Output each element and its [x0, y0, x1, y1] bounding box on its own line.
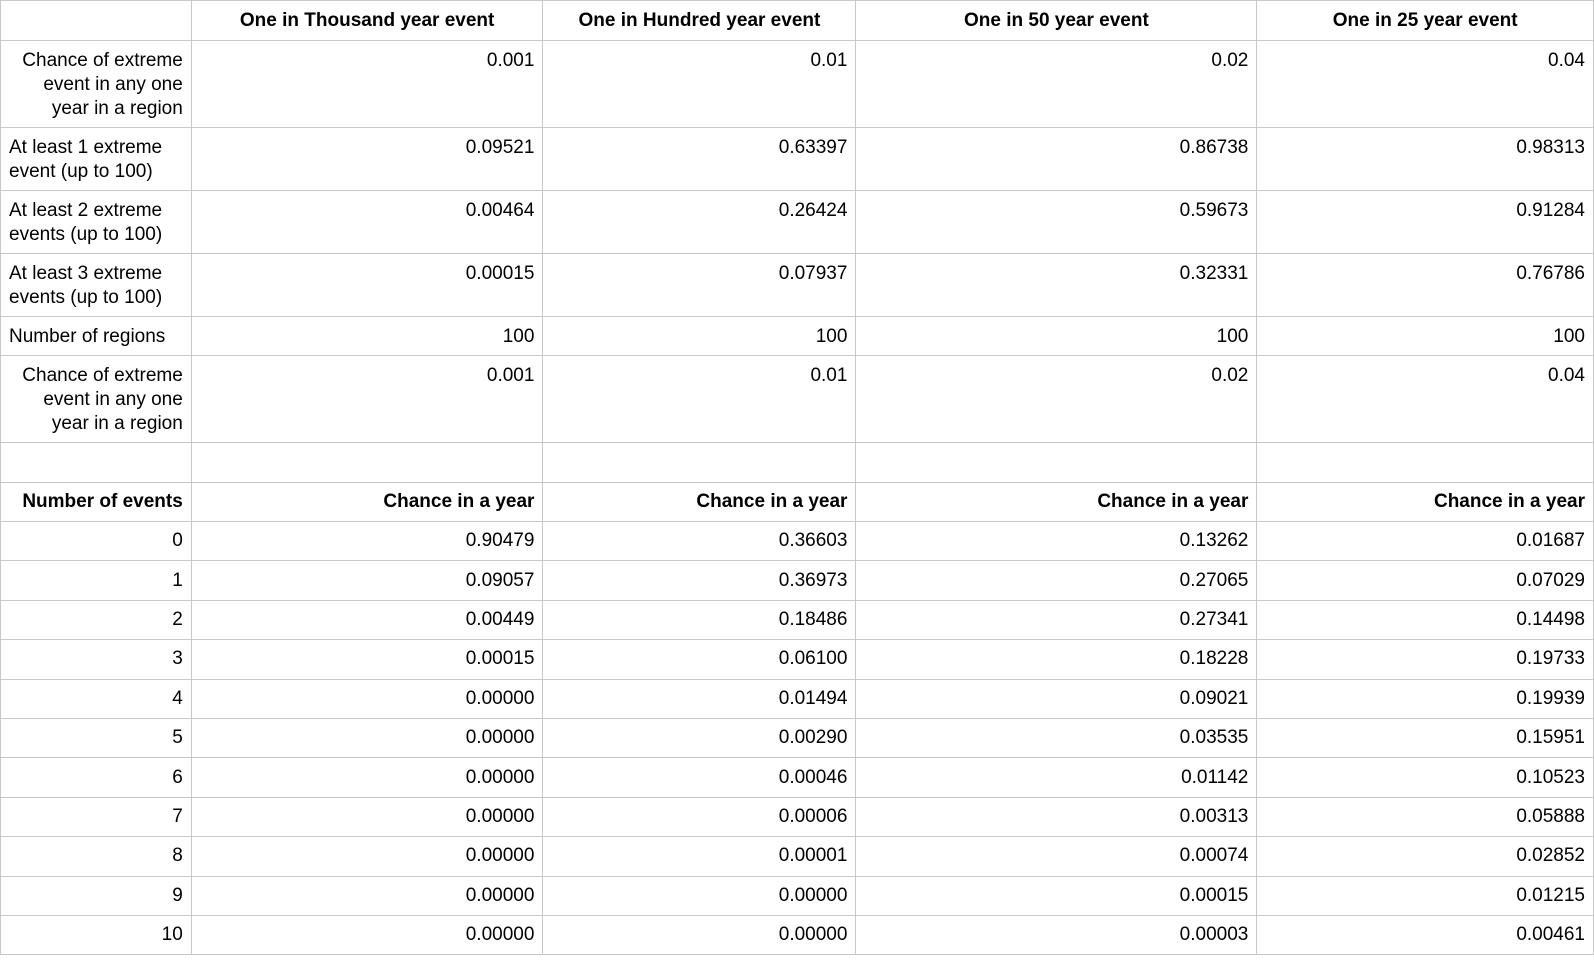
- corner-cell[interactable]: [1, 1, 192, 41]
- probability-cell[interactable]: 0.10523: [1257, 758, 1594, 797]
- probability-cell[interactable]: 0.00461: [1257, 915, 1594, 954]
- probability-cell[interactable]: 0.02852: [1257, 837, 1594, 876]
- event-count-cell[interactable]: 5: [1, 718, 192, 757]
- probability-cell[interactable]: 0.03535: [856, 718, 1257, 757]
- probability-cell[interactable]: 0.06100: [543, 640, 856, 679]
- event-count-cell[interactable]: 9: [1, 876, 192, 915]
- probability-cell[interactable]: 0.07029: [1257, 561, 1594, 600]
- value-cell[interactable]: 100: [543, 317, 856, 356]
- probability-cell[interactable]: 0.01687: [1257, 522, 1594, 561]
- event-count-cell[interactable]: 2: [1, 600, 192, 639]
- probability-cell[interactable]: 0.00000: [191, 797, 543, 836]
- probability-cell[interactable]: 0.00000: [191, 758, 543, 797]
- value-cell[interactable]: 0.001: [191, 41, 543, 128]
- empty-cell[interactable]: [856, 443, 1257, 483]
- row-label-cell[interactable]: Chance of extreme event in any one year in a region: [1, 356, 192, 443]
- value-cell[interactable]: 0.01: [543, 356, 856, 443]
- value-cell[interactable]: 0.04: [1257, 41, 1594, 128]
- probability-cell[interactable]: 0.05888: [1257, 797, 1594, 836]
- blank-row: [1, 443, 1594, 483]
- value-cell[interactable]: 0.02: [856, 356, 1257, 443]
- row-label-cell[interactable]: Number of regions: [1, 317, 192, 356]
- event-count-cell[interactable]: 3: [1, 640, 192, 679]
- probability-cell[interactable]: 0.13262: [856, 522, 1257, 561]
- probability-cell[interactable]: 0.00000: [191, 679, 543, 718]
- value-cell[interactable]: 0.86738: [856, 128, 1257, 191]
- value-cell[interactable]: 0.01: [543, 41, 856, 128]
- event-row: [1, 876, 1594, 915]
- event-row: [1, 600, 1594, 639]
- value-cell[interactable]: 0.59673: [856, 191, 1257, 254]
- event-row: [1, 758, 1594, 797]
- event-row: [1, 561, 1594, 600]
- event-row: [1, 679, 1594, 718]
- spreadsheet-body: [1, 1, 1594, 955]
- value-cell[interactable]: 0.00464: [191, 191, 543, 254]
- empty-cell[interactable]: [1257, 443, 1594, 483]
- events-column-header[interactable]: Chance in a year: [856, 483, 1257, 522]
- row-label-cell[interactable]: At least 1 extreme event (up to 100): [1, 128, 192, 191]
- probability-cell[interactable]: 0.00074: [856, 837, 1257, 876]
- value-cell[interactable]: 0.32331: [856, 254, 1257, 317]
- summary-row: [1, 191, 1594, 254]
- events-column-header[interactable]: Chance in a year: [1257, 483, 1594, 522]
- value-cell[interactable]: 0.91284: [1257, 191, 1594, 254]
- empty-cell[interactable]: [543, 443, 856, 483]
- event-row: [1, 718, 1594, 757]
- event-row: [1, 522, 1594, 561]
- header-row: [1, 1, 1594, 41]
- probability-cell[interactable]: 0.09021: [856, 679, 1257, 718]
- event-count-cell[interactable]: 10: [1, 915, 192, 954]
- probability-cell[interactable]: 0.00046: [543, 758, 856, 797]
- summary-row: [1, 128, 1594, 191]
- probability-cell[interactable]: 0.36603: [543, 522, 856, 561]
- event-row: [1, 797, 1594, 836]
- probability-cell[interactable]: 0.01142: [856, 758, 1257, 797]
- probability-cell[interactable]: 0.18486: [543, 600, 856, 639]
- probability-cell[interactable]: 0.14498: [1257, 600, 1594, 639]
- value-cell[interactable]: 0.98313: [1257, 128, 1594, 191]
- value-cell[interactable]: 100: [1257, 317, 1594, 356]
- event-row: [1, 915, 1594, 954]
- probability-cell[interactable]: 0.00015: [856, 876, 1257, 915]
- probability-cell[interactable]: 0.00000: [543, 915, 856, 954]
- value-cell[interactable]: 0.63397: [543, 128, 856, 191]
- probability-cell[interactable]: 0.00000: [191, 876, 543, 915]
- event-row: [1, 640, 1594, 679]
- event-count-cell[interactable]: 6: [1, 758, 192, 797]
- event-count-cell[interactable]: 7: [1, 797, 192, 836]
- probability-cell[interactable]: 0.00003: [856, 915, 1257, 954]
- value-cell[interactable]: 0.26424: [543, 191, 856, 254]
- probability-cell[interactable]: 0.00313: [856, 797, 1257, 836]
- value-cell[interactable]: 0.09521: [191, 128, 543, 191]
- summary-row: [1, 356, 1594, 443]
- value-cell[interactable]: 0.02: [856, 41, 1257, 128]
- row-label-cell[interactable]: At least 2 extreme events (up to 100): [1, 191, 192, 254]
- probability-cell[interactable]: 0.00000: [543, 876, 856, 915]
- row-label-cell[interactable]: At least 3 extreme events (up to 100): [1, 254, 192, 317]
- events-column-header[interactable]: Chance in a year: [543, 483, 856, 522]
- value-cell[interactable]: 100: [856, 317, 1257, 356]
- probability-cell[interactable]: 0.01215: [1257, 876, 1594, 915]
- column-header-4[interactable]: One in 25 year event: [1257, 1, 1594, 41]
- value-cell[interactable]: 0.00015: [191, 254, 543, 317]
- probability-cell[interactable]: 0.00015: [191, 640, 543, 679]
- column-header-1[interactable]: One in Thousand year event: [191, 1, 543, 41]
- value-cell[interactable]: 100: [191, 317, 543, 356]
- probability-cell[interactable]: 0.00000: [191, 718, 543, 757]
- row-label-cell[interactable]: Chance of extreme event in any one year in a region: [1, 41, 192, 128]
- probability-cell[interactable]: 0.00006: [543, 797, 856, 836]
- column-header-2[interactable]: One in Hundred year event: [543, 1, 856, 41]
- events-header-label[interactable]: Number of events: [1, 483, 192, 522]
- summary-row: [1, 41, 1594, 128]
- probability-cell[interactable]: 0.00000: [191, 915, 543, 954]
- probability-cell[interactable]: 0.09057: [191, 561, 543, 600]
- event-count-cell[interactable]: 0: [1, 522, 192, 561]
- event-count-cell[interactable]: 1: [1, 561, 192, 600]
- event-count-cell[interactable]: 4: [1, 679, 192, 718]
- value-cell[interactable]: 0.001: [191, 356, 543, 443]
- probability-cell[interactable]: 0.27065: [856, 561, 1257, 600]
- probability-cell[interactable]: 0.19733: [1257, 640, 1594, 679]
- summary-row: [1, 317, 1594, 356]
- probability-cell[interactable]: 0.18228: [856, 640, 1257, 679]
- probability-cell[interactable]: 0.00290: [543, 718, 856, 757]
- empty-cell[interactable]: [191, 443, 543, 483]
- value-cell[interactable]: 0.76786: [1257, 254, 1594, 317]
- probability-cell[interactable]: 0.90479: [191, 522, 543, 561]
- events-column-header[interactable]: Chance in a year: [191, 483, 543, 522]
- value-cell[interactable]: 0.04: [1257, 356, 1594, 443]
- probability-cell[interactable]: 0.00000: [191, 837, 543, 876]
- probability-cell[interactable]: 0.19939: [1257, 679, 1594, 718]
- probability-cell[interactable]: 0.00449: [191, 600, 543, 639]
- probability-cell[interactable]: 0.36973: [543, 561, 856, 600]
- probability-cell[interactable]: 0.00001: [543, 837, 856, 876]
- probability-cell[interactable]: 0.01494: [543, 679, 856, 718]
- probability-cell[interactable]: 0.27341: [856, 600, 1257, 639]
- summary-row: [1, 254, 1594, 317]
- column-header-3[interactable]: One in 50 year event: [856, 1, 1257, 41]
- empty-cell[interactable]: [1, 443, 192, 483]
- event-row: [1, 837, 1594, 876]
- events-header-row: [1, 483, 1594, 522]
- probability-cell[interactable]: 0.15951: [1257, 718, 1594, 757]
- event-count-cell[interactable]: 8: [1, 837, 192, 876]
- value-cell[interactable]: 0.07937: [543, 254, 856, 317]
